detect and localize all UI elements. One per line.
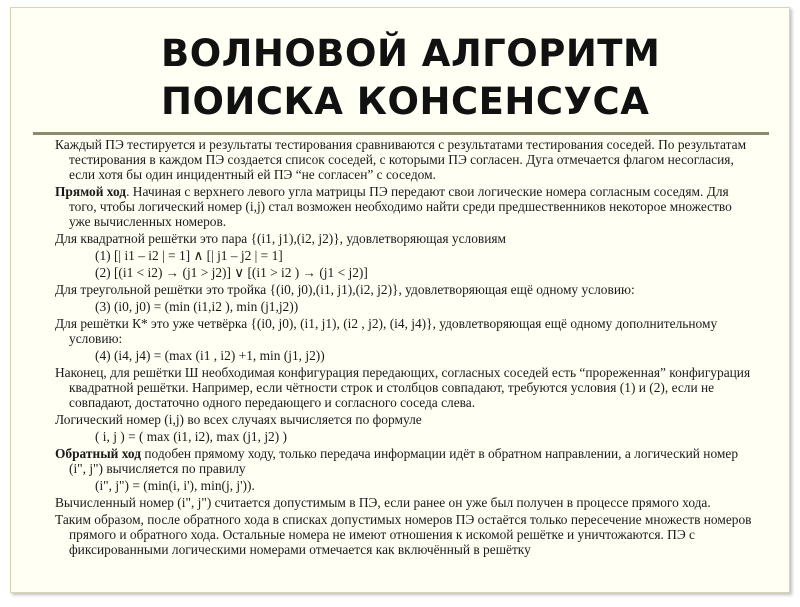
title-line-1: ВОЛНОВОЙ АЛГОРИТМ: [161, 32, 661, 75]
paragraph-backward-pass: [55, 446, 755, 476]
forward-pass-term: Прямой ход: [55, 184, 127, 199]
title-line-2: ПОИСКА КОНСЕНСУСА: [161, 80, 650, 123]
paragraph-logical-number: Логический номер (i,j) во всех случаях вычисляется по формуле: [55, 412, 422, 427]
paragraph-valid-number: Вычисленный номер (i", j") считается допустимым в ПЭ, если ранее он уже был получен в процессе прямого хода.: [55, 495, 711, 510]
paragraph-k-lattice: Для решётки К* это уже четвёрка {(i0, j0), (i1, j1), (i2 , j2), (i4, j4)}, удовлетворяющая ещё одному дополнительному условию:: [55, 316, 718, 346]
formula-4: (4) (i4, j4) = (max (i1 , i2) +1, min (j1, j2)): [95, 348, 325, 363]
paragraph-forward-pass: [55, 184, 755, 229]
paragraph-triangular-lattice: Для треугольной решётки это тройка {(i0, j0),(i1, j1),(i2, j2)}, удовлетворяющая ещё одному условию:: [55, 282, 635, 297]
backward-pass-term: Обратный ход: [55, 446, 141, 461]
formula-1: (1) [| i1 – i2 | = 1] ∧ [| j1 – j2 | = 1]: [95, 248, 283, 263]
slide: [10, 7, 790, 593]
formula-2: (2) [(i1 < i2) → (j1 > j2)] ∨ [(i1 > i2 ) → (j1 < j2)]: [95, 265, 368, 280]
formula-5: ( i, j ) = ( max (i1, i2), max (j1, j2) ): [95, 429, 287, 444]
backward-pass-text: подобен прямому ходу, только передача информации идёт в обратном направлении, а логический номер (i", j") вычисляется по правилу: [69, 446, 739, 476]
slide-body: [55, 137, 755, 559]
paragraph-square-lattice: Для квадратной решётки это пара {(i1, j1),(i2, j2)}, удовлетворяющая условиям: [55, 231, 507, 246]
paragraph-conclusion: Таким образом, после обратного хода в списках допустимых номеров ПЭ остаётся только пересечение множеств номеров прямого и обратного хода. Остальные номера не имеют отношения к искомой решётке и уничтожаются. ПЭ с фиксированными логическими номерами отмечается как включённый в решётку: [55, 512, 752, 557]
title-divider: [33, 132, 769, 135]
paragraph-intro: Каждый ПЭ тестируется и результаты тестирования сравниваются с результатами тестирования соседей. По результатам тестирования в каждом ПЭ создается список соседей, с которыми ПЭ согласен. Дуга отмечается флагом несогласия, если хотя бы один инцидентный ей ПЭ “не согласен” с соседом.: [55, 137, 747, 182]
slide-title: [161, 30, 781, 126]
formula-3: (3) (i0, j0) = (min (i1,i2 ), min (j1,j2)): [95, 299, 299, 314]
forward-pass-text: . Начиная с верхнего левого угла матрицы ПЭ передают свои логические номера согласным соседям. Для того, чтобы логический номер (i,j) стал возможен необходимо найти среди предшественников некоторое множество уже вычисленных номеров.: [69, 184, 732, 229]
paragraph-sh-lattice: Наконец, для решётки Ш необходимая конфигурация передающих, согласных соседей есть “прореженная” конфигурация квадратной решётки. Например, если чётности строк и столбцов совпадают, требуются условия (1) и (2), если не совпадают, достаточно одного передающего и согласного соседа слева.: [55, 365, 751, 410]
formula-6: (i", j") = (min(i, i'), min(j, j')).: [95, 478, 255, 493]
